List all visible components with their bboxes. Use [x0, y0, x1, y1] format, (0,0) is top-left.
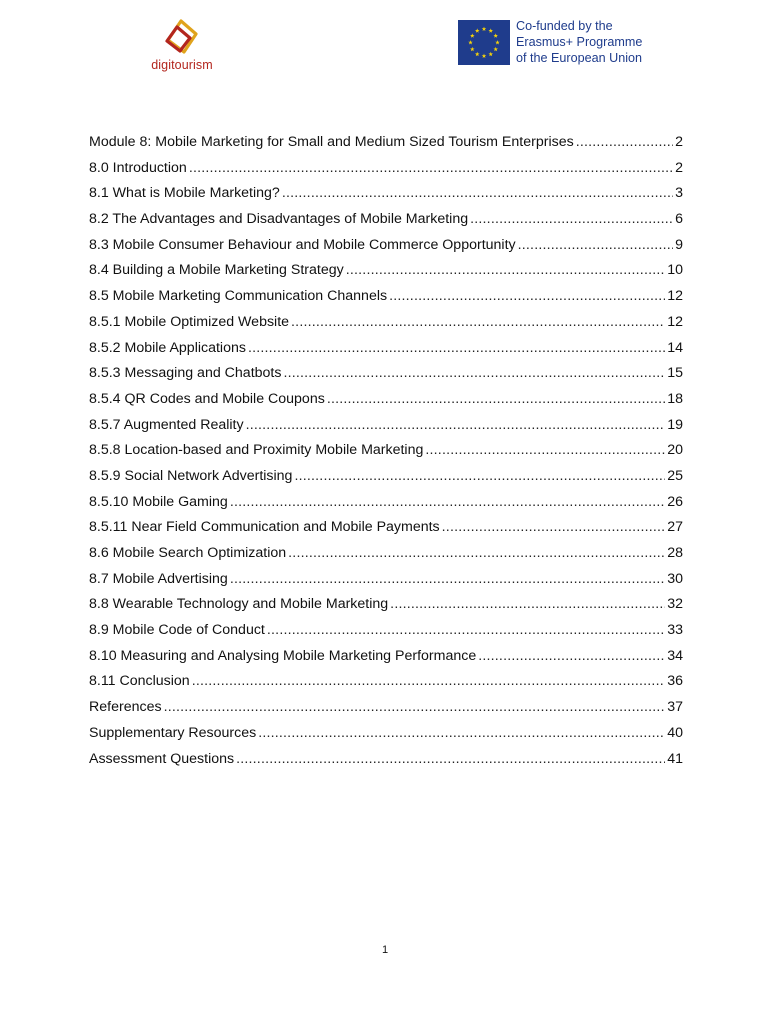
toc-entry-label: Module 8: Mobile Marketing for Small and Medium Sized Tourism Enterprises [89, 134, 574, 150]
logo-text: digitourism [151, 58, 213, 72]
toc-leader-dots [518, 237, 673, 253]
toc-entry-page: 2 [675, 134, 683, 150]
toc-leader-dots [346, 262, 665, 278]
toc-entry[interactable] [89, 673, 683, 699]
digitourism-logo [142, 18, 222, 76]
toc-entry-label: 8.5 Mobile Marketing Communication Channels [89, 288, 388, 305]
toc-entry[interactable] [89, 391, 683, 417]
toc-entry-label: 8.5.1 Mobile Optimized Website [89, 313, 290, 330]
toc-entry-page: 6 [675, 211, 683, 228]
toc-entry[interactable] [89, 262, 683, 288]
toc-leader-dots [246, 417, 666, 433]
toc-entry-label: 8.5.7 Augmented Reality [89, 416, 244, 433]
toc-entry-page: 25 [667, 467, 683, 484]
toc-entry[interactable] [89, 699, 683, 725]
toc-entry-label: Assessment Questions [89, 750, 235, 767]
toc-entry-page: 40 [667, 724, 683, 741]
toc-leader-dots [425, 442, 665, 458]
digitourism-logo-icon [162, 18, 200, 58]
toc-entry-page: 41 [667, 750, 683, 767]
eu-line: of the European Union [516, 51, 643, 65]
toc-entry-page: 12 [667, 313, 683, 330]
toc-entry-page: 14 [667, 339, 683, 356]
toc-leader-dots [294, 468, 665, 484]
toc-entry-page: 3 [675, 185, 683, 202]
toc-entry-page: 32 [667, 596, 683, 613]
toc-leader-dots [470, 211, 673, 227]
toc-entry-label: 8.3 Mobile Consumer Behaviour and Mobile Commerce Opportunity [89, 236, 516, 253]
toc-entry[interactable] [89, 571, 683, 597]
toc-leader-dots [164, 699, 666, 715]
toc-leader-dots [192, 673, 666, 689]
toc-entry-page: 9 [675, 236, 683, 253]
eu-line: Co-funded by the [516, 19, 613, 33]
toc-entry[interactable] [89, 622, 683, 648]
toc-entry-label: 8.5.9 Social Network Advertising [89, 467, 293, 484]
toc-leader-dots [283, 365, 665, 381]
toc-entry-label: 8.9 Mobile Code of Conduct [89, 622, 265, 639]
toc-entry-label: 8.8 Wearable Technology and Mobile Marketing [89, 596, 389, 613]
toc-entry-label: 8.1 What is Mobile Marketing? [89, 185, 280, 202]
toc-entry-page: 12 [667, 288, 683, 305]
toc-entry-label: 8.6 Mobile Search Optimization [89, 545, 287, 561]
toc-entry-label: 8.5.4 QR Codes and Mobile Coupons [89, 390, 325, 407]
toc-entry-page: 15 [667, 365, 683, 382]
toc-entry-page: 26 [667, 493, 683, 510]
toc-entry-page: 36 [667, 673, 683, 690]
toc-entry-label: 8.2 The Advantages and Disadvantages of Mobile Marketing [89, 211, 469, 228]
toc-entry-page: 18 [667, 390, 683, 407]
eu-cofunded-text [516, 18, 642, 66]
toc-leader-dots [390, 596, 665, 612]
toc-entry-label: 8.11 Conclusion [89, 673, 190, 690]
toc-leader-dots [258, 725, 665, 741]
toc-leader-dots [230, 571, 665, 587]
toc-entry-label: 8.5.11 Near Field Communication and Mobile Payments [89, 519, 440, 536]
toc-entry[interactable] [89, 365, 683, 391]
toc-entry[interactable] [89, 237, 683, 263]
toc-entry-page: 33 [667, 622, 683, 639]
toc-leader-dots [389, 288, 665, 304]
toc-entry-page: 10 [667, 262, 683, 279]
toc-entry-label: 8.5.2 Mobile Applications [89, 339, 246, 356]
toc-entry[interactable] [89, 442, 683, 468]
toc-entry[interactable] [89, 725, 683, 751]
toc-leader-dots [267, 622, 665, 638]
toc-entry-label: 8.5.3 Messaging and Chatbots [89, 365, 282, 382]
toc-entry[interactable] [89, 134, 683, 160]
toc-entry-label: 8.10 Measuring and Analysing Mobile Marketing Performance [89, 647, 477, 664]
toc-entry[interactable] [89, 314, 683, 340]
toc-entry-page: 19 [667, 416, 683, 433]
toc-entry[interactable] [89, 288, 683, 314]
toc-entry[interactable] [89, 648, 683, 674]
toc-entry[interactable] [89, 160, 683, 186]
table-of-contents [89, 134, 683, 776]
toc-entry[interactable] [89, 340, 683, 366]
toc-entry-label: 8.5.8 Location-based and Proximity Mobile Marketing [89, 442, 424, 459]
toc-leader-dots [442, 519, 666, 535]
eu-line: Erasmus+ Programme [516, 35, 643, 49]
toc-leader-dots [282, 185, 673, 201]
toc-entry[interactable] [89, 211, 683, 237]
toc-entry[interactable] [89, 751, 683, 777]
toc-entry-label: 8.7 Mobile Advertising [89, 570, 228, 587]
toc-entry-label: 8.5.10 Mobile Gaming [89, 493, 228, 510]
toc-entry-page: 27 [667, 519, 683, 536]
toc-leader-dots [236, 751, 665, 767]
toc-leader-dots [230, 494, 665, 510]
toc-entry[interactable] [89, 468, 683, 494]
toc-entry-label: Supplementary Resources [89, 724, 257, 741]
eu-cofunded-logo [458, 18, 658, 68]
toc-entry-page: 30 [667, 570, 683, 587]
toc-entry-label: References [89, 699, 162, 716]
toc-entry[interactable] [89, 417, 683, 443]
toc-leader-dots [288, 545, 665, 561]
toc-entry-page: 28 [667, 545, 683, 561]
toc-leader-dots [248, 340, 665, 356]
toc-entry[interactable] [89, 545, 683, 571]
toc-leader-dots [478, 648, 665, 664]
toc-leader-dots [576, 134, 673, 150]
eu-flag-icon [458, 20, 510, 65]
toc-entry[interactable] [89, 519, 683, 545]
toc-leader-dots [327, 391, 665, 407]
toc-entry[interactable] [89, 494, 683, 520]
page-number: 1 [381, 944, 389, 956]
toc-entry-page: 34 [667, 647, 683, 664]
toc-entry-label: 8.0 Introduction [89, 159, 187, 176]
toc-entry-label: 8.4 Building a Mobile Marketing Strategy [89, 262, 344, 279]
toc-entry[interactable] [89, 185, 683, 211]
toc-entry-page: 2 [675, 159, 683, 176]
toc-leader-dots [189, 160, 673, 176]
toc-entry[interactable] [89, 596, 683, 622]
toc-leader-dots [291, 314, 665, 330]
toc-entry-page: 37 [667, 699, 683, 716]
toc-entry-page: 20 [667, 442, 683, 459]
